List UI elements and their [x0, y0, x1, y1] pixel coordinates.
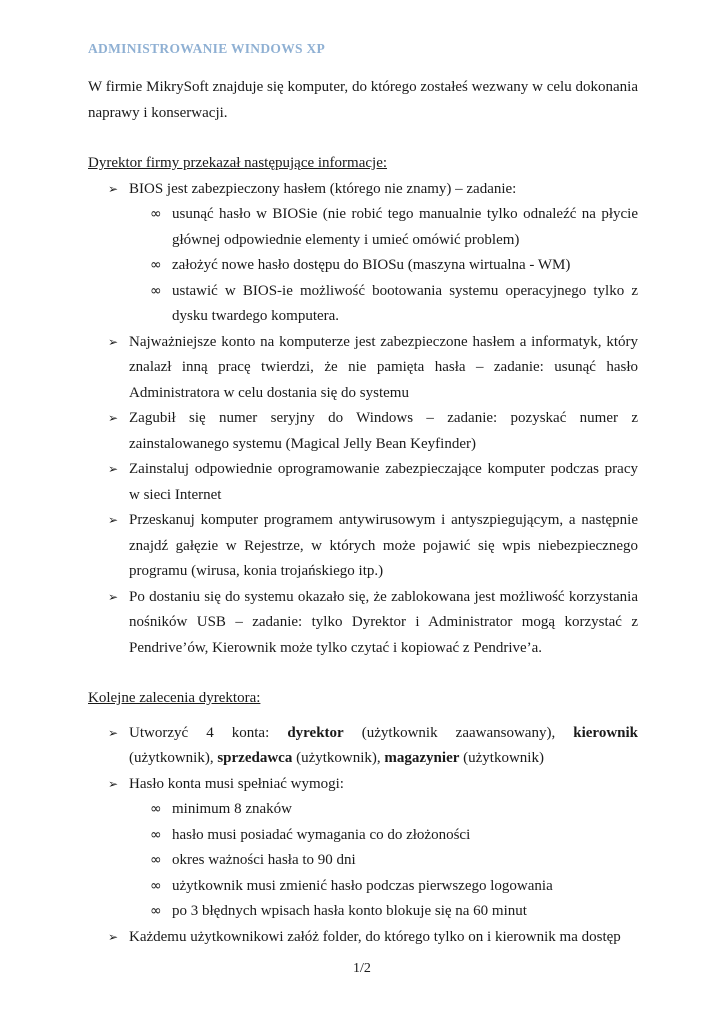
- sub-item-text: usunąć hasło w BIOSie (nie robić tego manualnie tylko odnaleźć na płycie głównej odpowiednie elementy i umieć omówić problem): [172, 206, 638, 248]
- sub-item-text: ustawić w BIOS-ie możliwość bootowania systemu operacyjnego tylko z dysku twardego komputera.: [172, 282, 638, 324]
- sub-list-item: [129, 848, 638, 874]
- account-name: magazynier: [384, 750, 460, 766]
- page-number: 1/2: [353, 961, 371, 976]
- arrow-bullet-icon: ➢: [108, 181, 119, 196]
- accounts-prefix: Utworzyć 4 konta:: [129, 724, 288, 741]
- list-item-text: BIOS jest zabezpieczony hasłem (którego nie znamy) – zadanie:: [129, 180, 517, 197]
- arrow-bullet-icon: ➢: [108, 513, 119, 527]
- list-item-password: [88, 772, 638, 925]
- sub-list: [129, 202, 638, 330]
- sub-list-item: [129, 797, 638, 823]
- infinity-bullet-icon: ∞: [150, 852, 162, 868]
- list-item: [88, 406, 638, 457]
- arrow-bullet-icon: ➢: [108, 929, 119, 944]
- arrow-bullet-icon: ➢: [108, 589, 119, 604]
- list-item-accounts: [88, 721, 638, 772]
- document-title: ADMINISTROWANIE WINDOWS XP: [88, 41, 326, 56]
- arrow-bullet-icon: ➢: [108, 411, 119, 425]
- sub-list-item: [129, 823, 638, 849]
- infinity-bullet-icon: ∞: [150, 826, 162, 843]
- infinity-bullet-icon: ∞: [150, 801, 162, 817]
- infinity-bullet-icon: ∞: [150, 282, 162, 299]
- sub-item-text: minimum 8 znaków: [172, 801, 292, 817]
- sub-item-text: hasło musi posiadać wymagania co do złożoności: [172, 826, 471, 843]
- sub-list-item: [129, 899, 638, 925]
- section-heading-info: Dyrektor firmy przekazał następujące informacje:: [88, 155, 388, 171]
- sub-list-item: [129, 874, 638, 900]
- account-name: kierownik: [573, 724, 639, 741]
- list-item-text: Najważniejsze konto na komputerze jest zabezpieczone hasłem a informatyk, który znalazł inną pracę twierdzi, że nie pamięta hasła – zadanie: usunąć hasło Administratora w celu dostania się do systemu: [129, 333, 638, 401]
- sub-item-text: założyć nowe hasło dostępu do BIOSu (maszyna wirtualna - WM): [172, 257, 571, 273]
- recommendations-list: [88, 721, 638, 951]
- account-role: (użytkownik),: [129, 750, 218, 766]
- sub-list-item: [129, 202, 638, 253]
- list-item: [88, 585, 638, 662]
- list-item: [88, 330, 638, 407]
- sub-item-text: po 3 błędnych wpisach hasła konto blokuje się na 60 minut: [172, 903, 527, 919]
- info-list: [88, 177, 638, 662]
- list-item-text: Po dostaniu się do systemu okazało się, że zablokowana jest możliwość korzystania nośników USB – zadanie: tylko Dyrektor i Administrator mogą korzystać z Pendrive’ów, Kierownik może tylko czytać i kopiować z Pendrive’a.: [129, 588, 638, 656]
- list-item-text: Przeskanuj komputer programem antywirusowym i antyszpiegującym, a następnie znajdź gałęzie w Rejestrze, w których może pojawić się wpis niebezpiecznego programu (wirusa, konia trojańskiego itp.): [129, 512, 638, 579]
- sub-list-item: [129, 279, 638, 330]
- infinity-bullet-icon: ∞: [150, 877, 162, 894]
- account-name: sprzedawca: [217, 750, 293, 766]
- list-item-text: Hasło konta musi spełniać wymogi:: [129, 775, 344, 792]
- intro-paragraph: W firmie MikrySoft znajduje się komputer, do którego zostałeś wezwany w celu dokonania naprawy i konserwacji.: [88, 79, 638, 121]
- password-requirements-list: [129, 797, 638, 925]
- arrow-bullet-icon: ➢: [108, 462, 119, 476]
- infinity-bullet-icon: ∞: [150, 257, 162, 273]
- account-role: (użytkownik): [459, 750, 544, 766]
- list-item-text: Każdemu użytkownikowi załóż folder, do którego tylko on i kierownik ma dostęp: [129, 928, 621, 945]
- list-item-folder: [88, 925, 638, 951]
- infinity-bullet-icon: ∞: [150, 903, 162, 919]
- account-name: dyrektor: [287, 724, 344, 741]
- sub-list-item: [129, 253, 638, 279]
- list-item-text: Zainstaluj odpowiednie oprogramowanie zabezpieczające komputer podczas pracy w sieci Internet: [129, 461, 638, 503]
- arrow-bullet-icon: ➢: [108, 776, 119, 791]
- sub-item-text: użytkownik musi zmienić hasło podczas pierwszego logowania: [172, 877, 553, 894]
- list-item-text: Zagubił się numer seryjny do Windows – zadanie: pozyskać numer z zainstalowanego systemu (Magical Jelly Bean Keyfinder): [129, 410, 638, 452]
- list-item: [88, 457, 638, 508]
- account-role: (użytkownik),: [292, 750, 385, 766]
- sub-item-text: okres ważności hasła to 90 dni: [172, 852, 356, 868]
- arrow-bullet-icon: ➢: [108, 725, 119, 740]
- infinity-bullet-icon: ∞: [150, 206, 162, 222]
- list-item: [88, 508, 638, 585]
- arrow-bullet-icon: ➢: [108, 334, 119, 349]
- section-heading-recommendations: Kolejne zalecenia dyrektora:: [88, 690, 261, 706]
- account-role: (użytkownik zaawansowany),: [343, 724, 574, 741]
- list-item: [88, 177, 638, 330]
